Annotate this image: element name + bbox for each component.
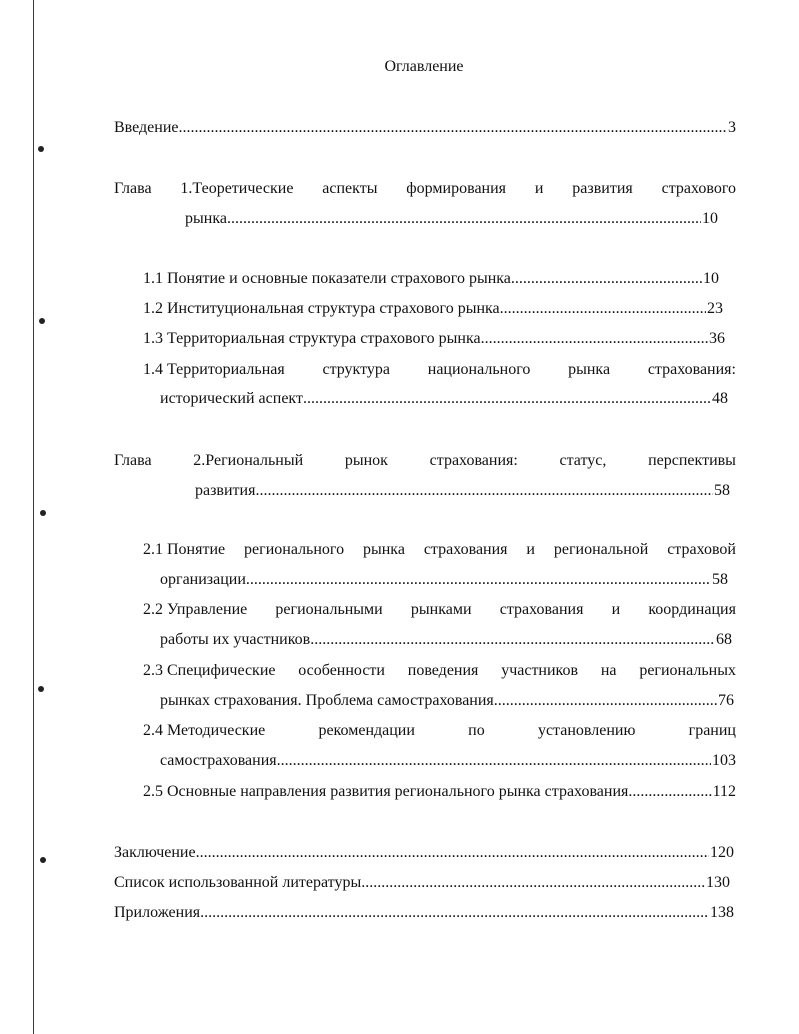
toc-section-1-1 <box>143 269 719 289</box>
toc-word: страхования: <box>647 361 736 378</box>
toc-word: региональных <box>639 662 736 679</box>
toc-word: особенности <box>298 662 385 679</box>
toc-word: и <box>611 601 621 618</box>
toc-leader-dots <box>200 903 709 923</box>
toc-word: 1.Теоретические <box>180 180 294 197</box>
toc-section-1-3 <box>143 329 725 349</box>
toc-leader-dots <box>500 299 706 319</box>
toc-section-1-2 <box>143 299 723 319</box>
toc-page-number: 58 <box>712 571 728 588</box>
toc-entry-intro <box>114 118 736 138</box>
toc-word: 2.4 Методические <box>143 722 266 739</box>
toc-word: формирования <box>406 180 507 197</box>
toc-word: страхового <box>661 180 736 197</box>
toc-entry-text: развития <box>195 482 256 499</box>
toc-section-2-2-cont <box>160 630 732 650</box>
toc-section-2-3-cont <box>160 691 734 711</box>
toc-entry-text: Введение <box>114 119 179 136</box>
page-title: Оглавление <box>384 58 464 75</box>
toc-entry-text: 1.2 Институциональная структура страхового рынка <box>143 300 500 317</box>
toc-section-1-4-cont <box>160 389 728 409</box>
toc-page-number: 23 <box>707 300 723 317</box>
toc-section-2-4-cont <box>160 751 736 771</box>
toc-page-number: 36 <box>709 330 725 347</box>
toc-word: региональной <box>553 541 649 558</box>
toc-entry-text: организации <box>160 571 246 588</box>
toc-leader-dots <box>255 481 713 501</box>
toc-leader-dots <box>179 118 728 138</box>
toc-word: страхования <box>499 601 584 618</box>
toc-entry-references <box>114 873 730 893</box>
toc-entry-text: рынках страхования. Проблема самострахования <box>160 692 494 709</box>
toc-entry-conclusion <box>114 843 734 863</box>
toc-section-2-1-cont <box>160 570 728 590</box>
toc-page-number: 112 <box>712 783 736 800</box>
toc-word: рынками <box>410 601 472 618</box>
toc-page-number: 10 <box>703 270 719 287</box>
toc-entry-text: исторический аспект <box>160 390 303 407</box>
toc-entry-text: рынка <box>185 210 227 227</box>
toc-leader-dots <box>196 843 709 863</box>
toc-section-2-3-heading <box>143 661 736 681</box>
toc-leader-dots <box>277 751 711 771</box>
toc-entry-text: Приложения <box>114 904 201 921</box>
toc-word: рынка <box>362 541 405 558</box>
toc-page-number: 10 <box>702 210 718 227</box>
toc-word: структура <box>322 361 390 378</box>
toc-section-2-5 <box>143 782 736 802</box>
toc-chapter-1-cont <box>185 209 718 229</box>
toc-leader-dots <box>227 209 701 229</box>
toc-leader-dots <box>511 269 702 289</box>
toc-word: координация <box>648 601 736 618</box>
toc-entry-text: 2.5 Основные направления развития регионального рынка страхования <box>143 783 629 800</box>
toc-word: рекомендации <box>318 722 415 739</box>
toc-section-2-2-heading <box>143 600 736 620</box>
toc-word: по <box>468 722 485 739</box>
toc-page-number: 138 <box>710 904 734 921</box>
toc-page-number: 103 <box>712 752 736 769</box>
toc-chapter-1-heading <box>114 179 736 199</box>
toc-word: региональными <box>275 601 383 618</box>
toc-page-number: 130 <box>706 874 730 891</box>
toc-section-1-4-heading <box>143 360 736 380</box>
toc-word: статус, <box>559 452 607 469</box>
toc-word: рынка <box>568 361 611 378</box>
toc-word: и <box>534 180 544 197</box>
toc-word: 2.1 Понятие <box>143 541 226 558</box>
toc-word: Глава <box>114 180 152 197</box>
toc-word: и <box>526 541 535 558</box>
toc-entry-text: 1.1 Понятие и основные показатели страхового рынка <box>143 270 511 287</box>
toc-word: страхования <box>423 541 508 558</box>
toc-leader-dots <box>628 782 711 802</box>
toc-word: страховой <box>667 541 736 558</box>
toc-word: страхования: <box>429 452 518 469</box>
toc-word: на <box>600 662 617 679</box>
toc-leader-dots <box>246 570 711 590</box>
toc-page-number: 76 <box>718 692 734 709</box>
toc-chapter-2-cont <box>195 481 730 501</box>
toc-leader-dots <box>481 329 708 349</box>
toc-word: регионального <box>244 541 345 558</box>
toc-word: развития <box>572 180 633 197</box>
toc-page-number: 68 <box>716 631 732 648</box>
toc-leader-dots <box>303 389 711 409</box>
toc-entry-text: работы их участников <box>160 631 311 648</box>
toc-chapter-2-heading <box>114 451 736 471</box>
toc-page-number: 3 <box>728 119 736 136</box>
toc-leader-dots <box>310 630 715 650</box>
toc-word: 2.2 Управление <box>143 601 248 618</box>
toc-word: 2.3 Специфические <box>143 662 276 679</box>
toc-page-number: 120 <box>710 844 734 861</box>
toc-entry-text: самострахования <box>160 752 277 769</box>
toc-page-number: 48 <box>712 390 728 407</box>
toc-word: 1.4 Территориальная <box>143 361 285 378</box>
toc-entry-text: Заключение <box>114 844 196 861</box>
toc-word: 2.Региональный <box>193 452 304 469</box>
toc-page-number: 58 <box>714 482 730 499</box>
toc-word: аспекты <box>322 180 378 197</box>
toc-word: Глава <box>114 452 152 469</box>
toc-word: участников <box>501 662 579 679</box>
toc-leader-dots <box>361 873 705 893</box>
toc-word: поведения <box>407 662 479 679</box>
toc-word: установлению <box>537 722 636 739</box>
toc-entry-text: 1.3 Территориальная структура страхового рынка <box>143 330 481 347</box>
toc-section-2-1-heading <box>143 540 736 560</box>
toc-word: рынок <box>344 452 388 469</box>
toc-word: границ <box>688 722 736 739</box>
toc-entry-appendix <box>114 903 734 923</box>
toc-word: перспективы <box>648 452 736 469</box>
toc-entry-text: Список использованной литературы <box>114 874 362 891</box>
toc-section-2-4-heading <box>143 721 736 741</box>
toc-leader-dots <box>494 691 717 711</box>
toc-word: национального <box>427 361 531 378</box>
